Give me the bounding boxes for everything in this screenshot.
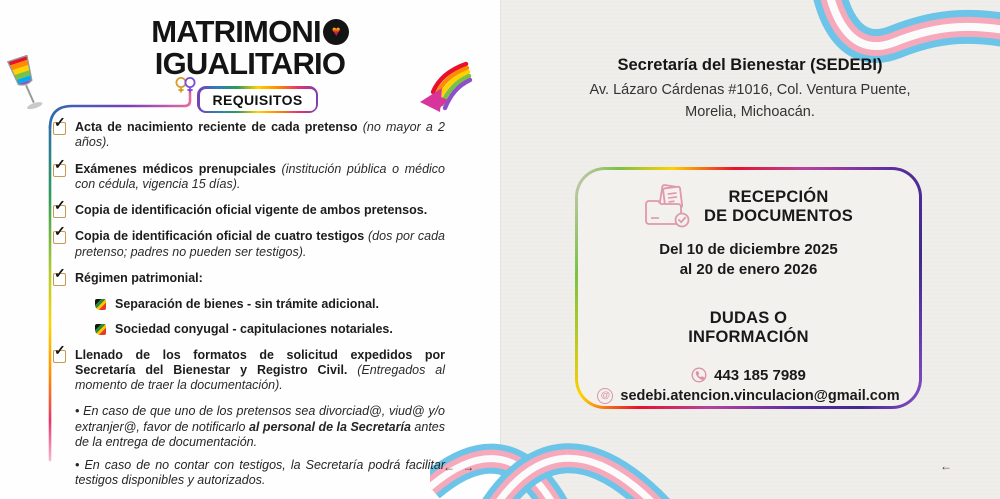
info-card xyxy=(575,167,922,409)
contact-title-line-1: DUDAS O xyxy=(709,309,788,327)
reception-date-line-1: Del 10 de diciembre 2025 xyxy=(659,241,838,258)
title-line-2: IGUALITARIO xyxy=(154,45,346,81)
checkbox-icon: ✓ xyxy=(53,350,66,363)
item-bold: Acta de nacimiento reciente de cada pretenso xyxy=(75,120,363,134)
email-at-icon: @ xyxy=(597,388,613,404)
phone-number: 443 185 7989 xyxy=(714,366,806,384)
email-address: sedebi.atencion.vinculacion@gmail.com xyxy=(620,387,900,404)
sub-item xyxy=(95,297,445,312)
org-name: Secretaría del Bienestar (SEDEBI) xyxy=(617,56,883,74)
note-post: antes de la entrega de documentación. xyxy=(75,419,445,449)
arrows-decoration: ← → xyxy=(443,460,477,474)
address-line-2: Morelia, Michoacán. xyxy=(685,103,815,120)
note-bold: al personal de la Secretaría xyxy=(248,419,411,434)
phone-icon xyxy=(691,367,707,383)
address-line-1: Av. Lázaro Cárdenas #1016, Col. Ventura Puente, xyxy=(589,82,911,98)
requirement-item xyxy=(53,264,445,286)
sub-item-text: Sociedad conyugal - capitulaciones notariales. xyxy=(115,322,393,337)
item-bold: Régimen patrimonial: xyxy=(75,270,203,285)
requirement-item xyxy=(53,155,445,193)
checkbox-icon: ✓ xyxy=(53,273,66,286)
rainbow-corner-bullet-icon xyxy=(95,324,106,335)
contact-title-line-2: INFORMACIÓN xyxy=(688,327,809,346)
item-italic: (no mayor a 2 años). xyxy=(75,120,445,150)
rainbow-arrow-sticker-icon xyxy=(416,58,474,120)
note-item xyxy=(75,404,445,450)
item-bold: Llenado de los formatos de solicitud expedidos por Secretaría del Bienestar y Registro Civil. xyxy=(75,347,445,377)
item-bold: Exámenes médicos prenupciales xyxy=(75,161,282,176)
checkbox-icon: ✓ xyxy=(53,164,66,177)
item-italic: (Entregados al momento de traer la documentación). xyxy=(75,362,445,392)
arrow-decoration: ← xyxy=(940,459,954,473)
note-pre: • En caso de que uno de los pretensos sea divorciad@, viud@ y/o extranjer@, favor de notificarlo xyxy=(75,404,445,434)
title-text-1: MATRIMONI xyxy=(151,14,321,49)
requirement-item xyxy=(53,114,445,151)
interlocked-gender-symbols-icon xyxy=(172,74,200,98)
note-item xyxy=(75,458,445,489)
reception-date-line-2: al 20 de enero 2026 xyxy=(679,260,818,278)
requirement-item xyxy=(53,223,445,260)
item-italic: (dos por cada pretenso; padres no pueden ser testigos). xyxy=(75,229,445,259)
requirement-item xyxy=(53,341,445,394)
note-pre: • En caso de no contar con testigos, la Secretaría podrá facilitar testigos disponibles y autorizados. xyxy=(75,458,445,488)
sub-item-text: Separación de bienes - sin trámite adicional. xyxy=(115,297,379,311)
item-bold: Copia de identificación oficial vigente de ambos pretensos. xyxy=(75,203,428,217)
reception-title-line-1: RECEPCIÓN xyxy=(728,188,829,207)
pride-heart-icon: ♥ xyxy=(323,19,349,45)
checkbox-icon: ✓ xyxy=(53,122,66,135)
requirements-list xyxy=(53,114,445,497)
checkbox-icon: ✓ xyxy=(53,231,66,244)
rainbow-corner-bullet-icon xyxy=(95,299,106,310)
checkbox-icon: ✓ xyxy=(53,205,66,218)
sub-item xyxy=(95,322,445,337)
item-bold: Copia de identificación oficial de cuatro testigos xyxy=(75,229,368,244)
documents-folder-icon xyxy=(644,184,692,230)
reception-title-line-2: DE DOCUMENTOS xyxy=(704,207,853,225)
requirement-item xyxy=(53,197,445,218)
venue-block xyxy=(500,56,1000,124)
requisitos-badge xyxy=(197,86,318,113)
item-italic: (institución pública o médico con cédula, vigencia 15 días). xyxy=(75,161,445,191)
requisitos-label: REQUISITOS xyxy=(200,89,316,111)
